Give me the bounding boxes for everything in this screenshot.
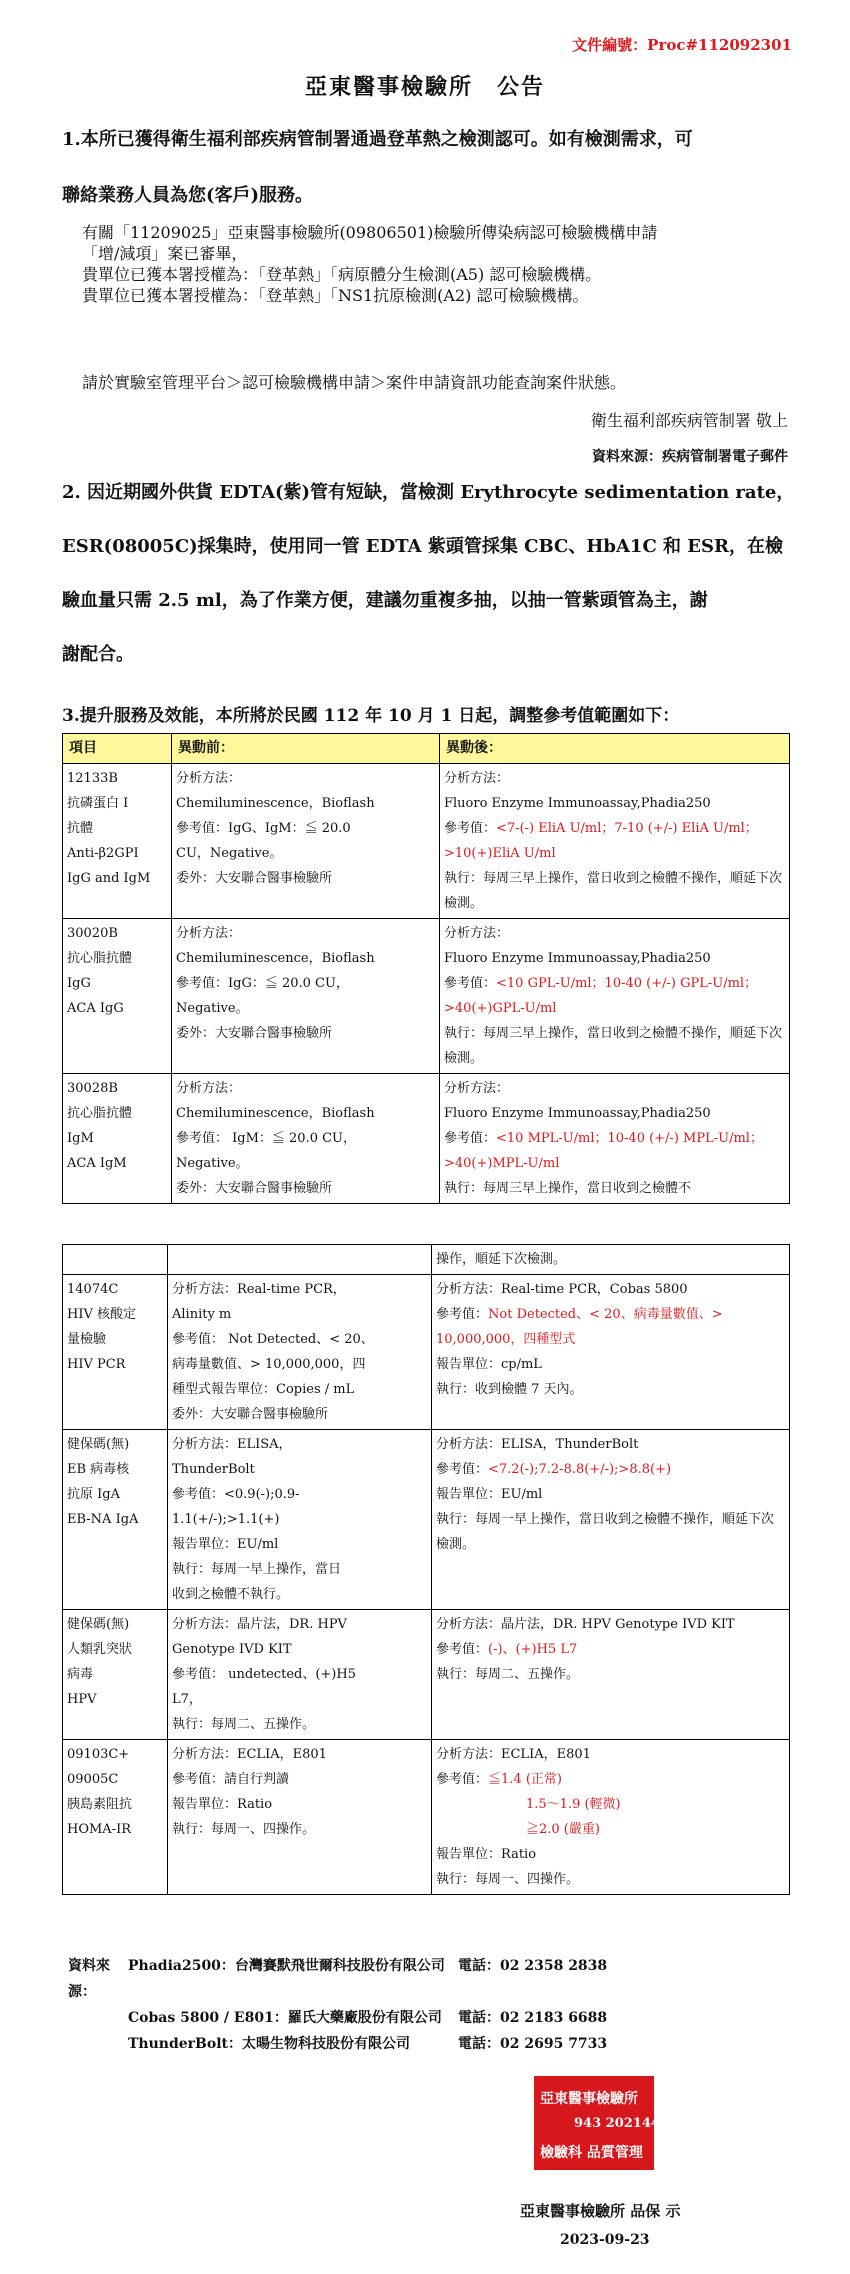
before-line: 參考值：IgG、IgM：≦ 20.0 bbox=[176, 821, 351, 836]
item-cell bbox=[63, 1740, 168, 1895]
header-before: 異動前： bbox=[172, 734, 440, 764]
before-line: 分析方法： bbox=[176, 926, 242, 941]
item-line: 30020B bbox=[67, 926, 118, 941]
item-line: Anti-β2GPI bbox=[67, 846, 139, 861]
issue-date: 2023-09-23 bbox=[560, 2232, 650, 2248]
after-exec: 執行：每周三早上操作，當日收到之檢體不 bbox=[444, 1181, 692, 1196]
item1-line2: 聯絡業務人員為您(客戶)服務。 bbox=[62, 185, 314, 206]
after-ref bbox=[436, 1767, 785, 1792]
item-line: 抗心脂抗體 bbox=[67, 951, 133, 966]
before-line: 參考值： undetected、(+)H5 bbox=[172, 1667, 356, 1682]
after-exec: 執行：收到檢體 7 天內。 bbox=[436, 1382, 583, 1397]
source-label: 資料來源： bbox=[68, 1958, 110, 2000]
after-ref bbox=[436, 1457, 785, 1482]
header-after: 異動後： bbox=[440, 734, 790, 764]
before-line: L7， bbox=[172, 1692, 202, 1707]
item2-line: ESR(08005C)採集時，使用同一管 EDTA 紫頭管採集 CBC、HbA1C 和 ESR，在檢 bbox=[62, 536, 783, 557]
table-header bbox=[63, 734, 790, 764]
ref-value-red: Not Detected、< 20、病毒量數值、> 10,000,000，四種型式 bbox=[436, 1307, 723, 1347]
before-cell bbox=[168, 1245, 432, 1275]
after-ref bbox=[436, 1637, 785, 1662]
before-line: 報告單位：Ratio bbox=[172, 1797, 273, 1812]
ref-value-red: <10 MPL-U/ml；10-40 (+/-) MPL-U/ml；>40(+)MPL-U/ml bbox=[444, 1131, 763, 1171]
vendor-row bbox=[68, 2005, 788, 2031]
after-ref bbox=[436, 1302, 785, 1352]
ref-label: 參考值： bbox=[436, 1462, 489, 1477]
item-line: ACA IgM bbox=[67, 1156, 127, 1171]
cdc-signature: 衛生福利部疾病管制署 敬上 bbox=[590, 411, 788, 430]
before-line: 病毒量數值、> 10,000,000，四 bbox=[172, 1357, 366, 1372]
header-item: 項目 bbox=[63, 734, 172, 764]
page-title: 亞東醫事檢驗所 公告 bbox=[304, 74, 545, 100]
item-cell bbox=[63, 919, 172, 1074]
after-ref bbox=[444, 816, 785, 866]
after-exec: 執行：每周一、四操作。 bbox=[436, 1872, 580, 1887]
notice-line: 有關「11209025」亞東醫事檢驗所(09806501)檢驗所傳染病認可檢驗機構申請 bbox=[82, 223, 658, 242]
item-line: 14074C bbox=[67, 1282, 119, 1297]
after-exec: 執行：每周三早上操作，當日收到之檢體不操作，順延下次檢測。 bbox=[444, 871, 783, 911]
item-cell bbox=[63, 1245, 168, 1275]
after-cell bbox=[432, 1275, 790, 1430]
vendor-name: Phadia2500：台灣賽默飛世爾科技股份有限公司 bbox=[128, 1958, 445, 1974]
item-line: IgG and IgM bbox=[67, 871, 151, 886]
before-line: Chemiluminescence，Bioflash bbox=[176, 1106, 375, 1121]
after-cell bbox=[432, 1430, 790, 1610]
item-cell bbox=[63, 1074, 172, 1204]
table-row bbox=[63, 1074, 790, 1204]
ref-value-red: ≧2.0 (嚴重) bbox=[526, 1822, 600, 1837]
after-exec: 執行：每周三早上操作，當日收到之檢體不操作，順延下次檢測。 bbox=[444, 1026, 783, 1066]
table-row bbox=[63, 1430, 790, 1610]
before-cell bbox=[172, 764, 440, 919]
ref-value-red: <7.2(-);7.2-8.8(+/-);>8.8(+) bbox=[488, 1462, 672, 1477]
after-line: 報告單位：cp/mL bbox=[436, 1357, 542, 1372]
quality-stamp bbox=[534, 2076, 669, 2170]
after-cell bbox=[432, 1740, 790, 1895]
issuer-signature: 亞東醫事檢驗所 品保 示 bbox=[520, 2202, 681, 2220]
before-line: Negative。 bbox=[176, 1156, 249, 1171]
after-line: 分析方法：ELISA，ThunderBolt bbox=[436, 1437, 639, 1452]
item-line: 30028B bbox=[67, 1081, 118, 1096]
item-line: 人類乳突狀 bbox=[67, 1642, 133, 1657]
after-line: 分析方法： bbox=[444, 926, 510, 941]
vendor-name: ThunderBolt：太暘生物科技股份有限公司 bbox=[128, 2036, 410, 2052]
item-line: 抗原 IgA bbox=[67, 1487, 120, 1502]
before-line: 執行：每周一早上操作，當日 bbox=[172, 1562, 342, 1577]
vendor-row bbox=[68, 1953, 788, 2005]
ref-label: 參考值： bbox=[444, 976, 497, 991]
vendor-phone: 電話：02 2358 2838 bbox=[458, 1958, 608, 1974]
document-number: 文件編號：Proc#112092301 bbox=[572, 36, 792, 54]
item-line: EB 病毒核 bbox=[67, 1462, 130, 1477]
item2-line: 驗血量只需 2.5 ml，為了作業方便，建議勿重複多抽，以抽一管紫頭管為主，謝 bbox=[62, 590, 708, 611]
item-line: HIV PCR bbox=[67, 1357, 126, 1372]
ref-value-red: 1.5～1.9 (輕微) bbox=[526, 1797, 621, 1812]
before-cell bbox=[168, 1740, 432, 1895]
stamp-line3: 檢驗科 品質管理 bbox=[540, 2145, 643, 2161]
table-row bbox=[63, 919, 790, 1074]
cdc-notice bbox=[82, 222, 782, 306]
after-cell bbox=[432, 1245, 790, 1275]
ref-value-red: ≦1.4 (正常) bbox=[488, 1772, 562, 1787]
notice-line: 貴單位已獲本署授權為：「登革熱」「病原體分生檢測(A5) 認可檢驗機構。 bbox=[82, 265, 602, 284]
vendor-name: Cobas 5800 / E801：羅氏大藥廠股份有限公司 bbox=[128, 2010, 442, 2026]
before-line: 報告單位：EU/ml bbox=[172, 1537, 279, 1552]
after-cell bbox=[440, 764, 790, 919]
after-line: 報告單位：EU/ml bbox=[436, 1487, 543, 1502]
table-row bbox=[63, 1275, 790, 1430]
source-note: 資料來源：疾病管制署電子郵件 bbox=[592, 449, 788, 465]
table-row bbox=[63, 1610, 790, 1740]
notice-line: 「增/減項」案已審畢， bbox=[82, 244, 248, 263]
item-line: HIV 核酸定 bbox=[67, 1307, 136, 1322]
before-line: 參考值：<0.9(-);0.9- bbox=[172, 1487, 300, 1502]
before-line: 種型式報告單位：Copies / mL bbox=[172, 1382, 355, 1397]
before-cell bbox=[172, 1074, 440, 1204]
ref-label: 參考值： bbox=[436, 1642, 489, 1657]
vendor-sources bbox=[68, 1953, 788, 2057]
reference-change-table-1 bbox=[62, 733, 790, 1204]
before-line: 委外：大安聯合醫事檢驗所 bbox=[172, 1407, 329, 1422]
before-line: 執行：每周一、四操作。 bbox=[172, 1822, 316, 1837]
source-label-spacer bbox=[68, 2031, 128, 2057]
after-line: 分析方法：Real-time PCR，Cobas 5800 bbox=[436, 1282, 688, 1297]
after-cell bbox=[440, 919, 790, 1074]
item-line: 09103C+ bbox=[67, 1747, 130, 1762]
ref-value-red: <7-(-) EliA U/ml；7-10 (+/-) EliA U/ml；>10(+)EliA U/ml bbox=[444, 821, 758, 861]
after-line: 分析方法： bbox=[444, 1081, 510, 1096]
before-cell bbox=[168, 1610, 432, 1740]
query-instruction: 請於實驗室管理平台＞認可檢驗機構申請＞案件申請資訊功能查詢案件狀態。 bbox=[82, 373, 627, 392]
after-line: Fluoro Enzyme Immunoassay,Phadia250 bbox=[444, 796, 711, 811]
before-line: Chemiluminescence，Bioflash bbox=[176, 796, 375, 811]
before-line: 分析方法：Real-time PCR， bbox=[172, 1282, 346, 1297]
item2-paragraph bbox=[62, 466, 802, 682]
after-line: 報告單位：Ratio bbox=[436, 1847, 537, 1862]
before-line: 委外：大安聯合醫事檢驗所 bbox=[176, 871, 333, 886]
before-line: 委外：大安聯合醫事檢驗所 bbox=[176, 1181, 333, 1196]
table-row bbox=[63, 1740, 790, 1895]
after-ref bbox=[444, 1126, 785, 1176]
ref-label: 參考值： bbox=[444, 821, 497, 836]
table-row bbox=[63, 1245, 790, 1275]
item-cell bbox=[63, 764, 172, 919]
before-line: 參考值：請自行判讀 bbox=[172, 1772, 290, 1787]
reference-change-table-2 bbox=[62, 1244, 790, 1895]
after-exec: 執行：每周二、五操作。 bbox=[436, 1667, 580, 1682]
before-line: 分析方法： bbox=[176, 771, 242, 786]
item-line: 09005C bbox=[67, 1772, 119, 1787]
item-line: 健保碼(無) bbox=[67, 1437, 130, 1452]
item-line: 抗體 bbox=[67, 821, 94, 836]
item3-heading: 3.提升服務及效能，本所將於民國 112 年 10 月 1 日起，調整參考值範圍如下： bbox=[62, 706, 680, 726]
after-ref bbox=[444, 971, 785, 1021]
before-cell bbox=[168, 1430, 432, 1610]
item-line: 胰島素阻抗 bbox=[67, 1797, 133, 1812]
item-line: 12133B bbox=[67, 771, 118, 786]
after-line: Fluoro Enzyme Immunoassay,Phadia250 bbox=[444, 951, 711, 966]
ref-label: 參考值： bbox=[444, 1131, 497, 1146]
before-line: 參考值：IgG：≦ 20.0 CU， bbox=[176, 976, 349, 991]
before-line: Chemiluminescence，Bioflash bbox=[176, 951, 375, 966]
before-line: 收到之檢體不執行。 bbox=[172, 1587, 290, 1602]
item2-line: 2. 因近期國外供貨 EDTA(紫)管有短缺，當檢測 Erythrocyte sedimentation rate， bbox=[62, 482, 795, 503]
item-cell bbox=[63, 1430, 168, 1610]
before-line: 分析方法：ECLIA，E801 bbox=[172, 1747, 327, 1762]
before-line: 參考值： IgM：≦ 20.0 CU， bbox=[176, 1131, 357, 1146]
after-line: 分析方法：晶片法，DR. HPV Genotype IVD KIT bbox=[436, 1617, 735, 1632]
item-line: HOMA-IR bbox=[67, 1822, 132, 1837]
item-line: 抗心脂抗體 bbox=[67, 1106, 133, 1121]
item-line: ACA IgG bbox=[67, 1001, 124, 1016]
item-line: 病毒 bbox=[67, 1667, 94, 1682]
item-cell bbox=[63, 1610, 168, 1740]
ref-label: 參考值： bbox=[436, 1772, 489, 1787]
item-cell bbox=[63, 1275, 168, 1430]
before-cell bbox=[172, 919, 440, 1074]
source-label-spacer bbox=[68, 2005, 128, 2031]
item-line: 量檢驗 bbox=[67, 1332, 107, 1347]
ref-value-red: (-)、(+)H5 L7 bbox=[488, 1642, 578, 1657]
item1-paragraph bbox=[62, 112, 802, 224]
ref-value-red: <10 GPL-U/ml；10-40 (+/-) GPL-U/ml；>40(+)GPL-U/ml bbox=[444, 976, 758, 1016]
stamp-line2: 943 2021441 bbox=[574, 2116, 669, 2131]
after-line: 分析方法：ECLIA，E801 bbox=[436, 1747, 591, 1762]
stamp-line1: 亞東醫事檢驗所 bbox=[540, 2091, 638, 2107]
before-line: ThunderBolt bbox=[172, 1462, 255, 1477]
item2-line: 謝配合。 bbox=[62, 644, 134, 665]
item1-line1: 1.本所已獲得衛生福利部疾病管制署通過登革熱之檢測認可。如有檢測需求，可 bbox=[62, 129, 693, 150]
vendor-row bbox=[68, 2031, 788, 2057]
item-line: HPV bbox=[67, 1692, 97, 1707]
before-line: CU，Negative。 bbox=[176, 846, 283, 861]
ref-label: 參考值： bbox=[436, 1307, 489, 1322]
after-cell bbox=[440, 1074, 790, 1204]
before-line: Genotype IVD KIT bbox=[172, 1642, 292, 1657]
vendor-phone: 電話：02 2695 7733 bbox=[458, 2036, 608, 2052]
before-line: 分析方法：ELISA， bbox=[172, 1437, 292, 1452]
table-row bbox=[63, 764, 790, 919]
before-line: 1.1(+/-);>1.1(+) bbox=[172, 1512, 280, 1527]
notice-line: 貴單位已獲本署授權為：「登革熱」「NS1抗原檢測(A2) 認可檢驗機構。 bbox=[82, 286, 589, 305]
before-line: 分析方法： bbox=[176, 1081, 242, 1096]
after-cell bbox=[432, 1610, 790, 1740]
item-line: 抗磷蛋白 I bbox=[67, 796, 129, 811]
item-line: 健保碼(無) bbox=[67, 1617, 130, 1632]
before-line: 委外：大安聯合醫事檢驗所 bbox=[176, 1026, 333, 1041]
before-line: Alinity m bbox=[172, 1307, 232, 1322]
after-line: 分析方法： bbox=[444, 771, 510, 786]
after-exec: 執行：每周一早上操作，當日收到之檢體不操作，順延下次檢測。 bbox=[436, 1512, 775, 1552]
before-line: 分析方法：晶片法，DR. HPV bbox=[172, 1617, 347, 1632]
item-line: EB-NA IgA bbox=[67, 1512, 139, 1527]
before-line: 執行：每周二、五操作。 bbox=[172, 1717, 316, 1732]
vendor-phone: 電話：02 2183 6688 bbox=[458, 2010, 608, 2026]
before-line: 參考值： Not Detected、< 20、 bbox=[172, 1332, 374, 1347]
before-cell bbox=[168, 1275, 432, 1430]
item-line: IgG bbox=[67, 976, 91, 991]
item-line: IgM bbox=[67, 1131, 94, 1146]
after-line: Fluoro Enzyme Immunoassay,Phadia250 bbox=[444, 1106, 711, 1121]
before-line: Negative。 bbox=[176, 1001, 249, 1016]
continued-line: 操作，順延下次檢測。 bbox=[436, 1252, 567, 1267]
